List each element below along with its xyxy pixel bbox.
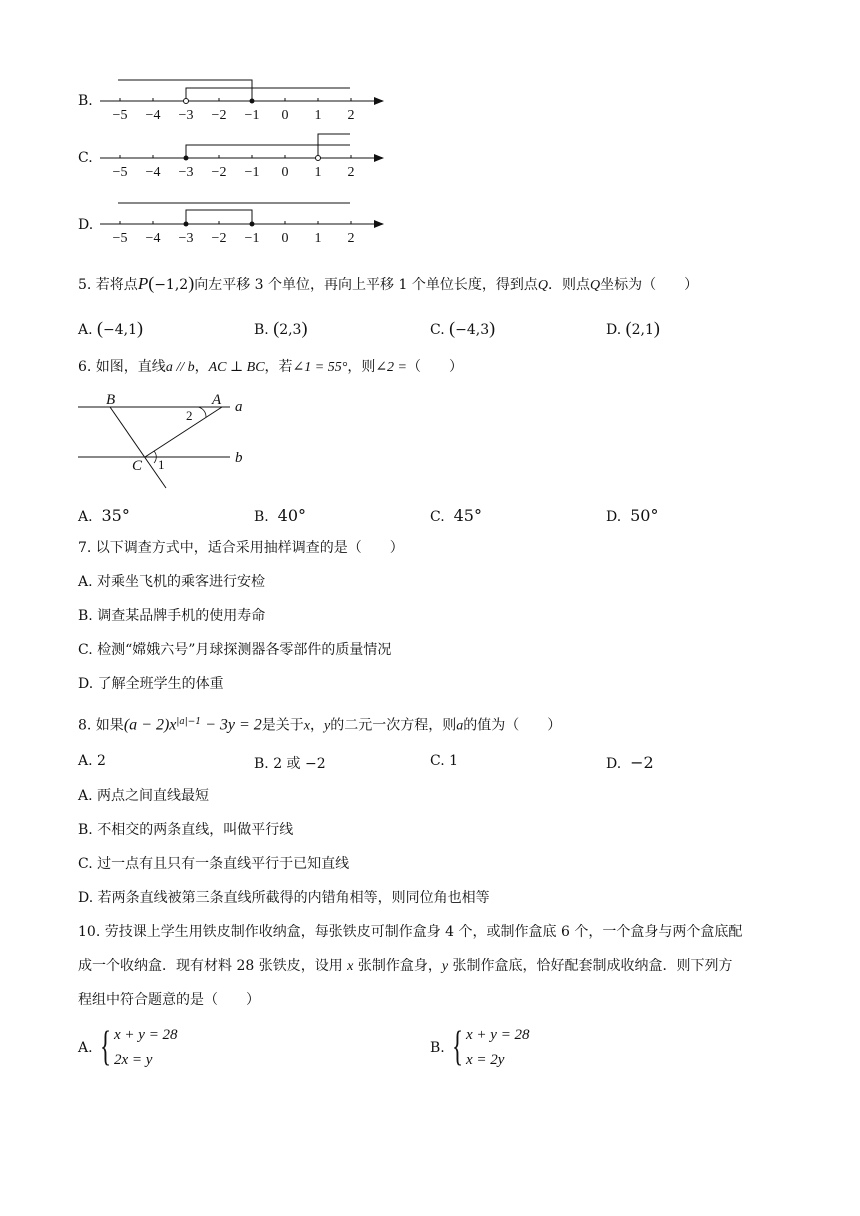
question-7-stem: 7. 以下调查方式中，适合采用抽样调查的是（ ）: [78, 540, 404, 556]
number-line-c: [0, 128, 400, 180]
tick-label: −2: [211, 231, 227, 246]
line-b-label: b: [235, 450, 243, 466]
tick-label: 0: [281, 231, 289, 246]
q5-option-a[interactable]: A. (−4,1): [78, 318, 144, 338]
option-d-label: D.: [78, 217, 94, 233]
tick-label: −1: [244, 231, 260, 246]
q5-option-d[interactable]: D. (2,1): [606, 318, 660, 338]
q6-option-d[interactable]: D. 50°: [606, 506, 659, 525]
tick-label: 0: [281, 165, 289, 180]
parallel-lines-figure: [70, 390, 270, 490]
tick-label: −4: [145, 165, 161, 180]
point-c-label: C: [132, 458, 143, 474]
tick-label: 1: [314, 108, 322, 122]
question-10-line-3: 程组中符合题意的是（ ）: [78, 992, 260, 1008]
q6-option-a[interactable]: A. 35°: [78, 506, 130, 525]
q7-option-d[interactable]: D. 了解全班学生的体重: [78, 676, 224, 692]
tick-label: −4: [145, 231, 161, 246]
q9-option-a[interactable]: A. 两点之间直线最短: [78, 788, 210, 804]
q8-option-a[interactable]: A. 2: [78, 753, 106, 769]
question-6-stem: 6. 如图，直线a // b，AC ⊥ BC，若∠1 = 55°，则∠2 =（ ）: [78, 359, 464, 375]
q10-option-a[interactable]: A. { x + y = 28 2x = y: [78, 1024, 178, 1070]
q8-option-d[interactable]: D. −2: [606, 753, 654, 772]
tick-label: −3: [178, 165, 194, 180]
angle-2-label: 2: [186, 408, 193, 423]
number-line-b: [0, 70, 400, 122]
q9-option-b[interactable]: B. 不相交的两条直线，叫做平行线: [78, 822, 294, 838]
option-c-label: C.: [78, 150, 93, 166]
question-10-line-2: 成一个收纳盒．现有材料 28 张铁皮，设用 x 张制作盒身，y 张制作盒底，恰好配套制成收纳盒．则下列方: [78, 958, 733, 974]
point-b-label: B: [106, 392, 116, 408]
q5-option-c[interactable]: C. (−4,3): [430, 318, 496, 338]
question-8-stem: 8. 如果$(a - 2)x^{|a|-1} - 3y = 2$是关于x，y的二元一次方程，则a的值为（ ）: [78, 716, 562, 734]
angle-1-label: 1: [158, 457, 165, 472]
tick-label: −5: [112, 231, 128, 246]
tick-label: 2: [347, 165, 355, 180]
tick-label: −5: [112, 108, 128, 122]
q7-option-b[interactable]: B. 调查某品牌手机的使用寿命: [78, 608, 266, 624]
q5-option-b[interactable]: B. (2,3): [254, 318, 308, 338]
tick-label: −2: [211, 108, 227, 122]
tick-label: 1: [314, 165, 322, 180]
tick-label: 2: [347, 108, 355, 122]
q10-option-b[interactable]: B. { x + y = 28 x = 2y: [430, 1024, 530, 1070]
q6-option-c[interactable]: C. 45°: [430, 506, 482, 525]
tick-label: −3: [178, 108, 194, 122]
q8-option-c[interactable]: C. 1: [430, 753, 459, 769]
q7-option-a[interactable]: A. 对乘坐飞机的乘客进行安检: [78, 574, 266, 590]
tick-label: 0: [281, 108, 289, 122]
question-5-stem: 5. 若将点P(−1,2)向左平移 3 个单位，再向上平移 1 个单位长度，得到点Q．则点Q坐标为（ ）: [78, 273, 699, 293]
tick-label: −5: [112, 165, 128, 180]
q8-option-b[interactable]: B. 2 或 −2: [254, 756, 326, 772]
tick-label: −4: [145, 108, 161, 122]
tick-label: −1: [244, 165, 260, 180]
point-a-label: A: [212, 392, 222, 408]
tick-label: 1: [314, 231, 322, 246]
tick-label: 2: [347, 231, 355, 246]
tick-label: −2: [211, 165, 227, 180]
line-a-label: a: [235, 399, 243, 415]
q9-option-c[interactable]: C. 过一点有且只有一条直线平行于已知直线: [78, 856, 350, 872]
q7-option-c[interactable]: C. 检测“嫦娥六号”月球探测器各零部件的质量情况: [78, 642, 392, 658]
tick-label: −1: [244, 108, 260, 122]
question-10-line-1: 10. 劳技课上学生用铁皮制作收纳盒，每张铁皮可制作盒身 4 个，或制作盒底 6 个，一个盒身与两个盒底配: [78, 924, 743, 940]
number-line-d: [0, 196, 400, 248]
q6-option-b[interactable]: B. 40°: [254, 506, 307, 525]
tick-label: −3: [178, 231, 194, 246]
option-b-label: B.: [78, 93, 93, 109]
q9-option-d[interactable]: D. 若两条直线被第三条直线所截得的内错角相等，则同位角也相等: [78, 890, 490, 906]
